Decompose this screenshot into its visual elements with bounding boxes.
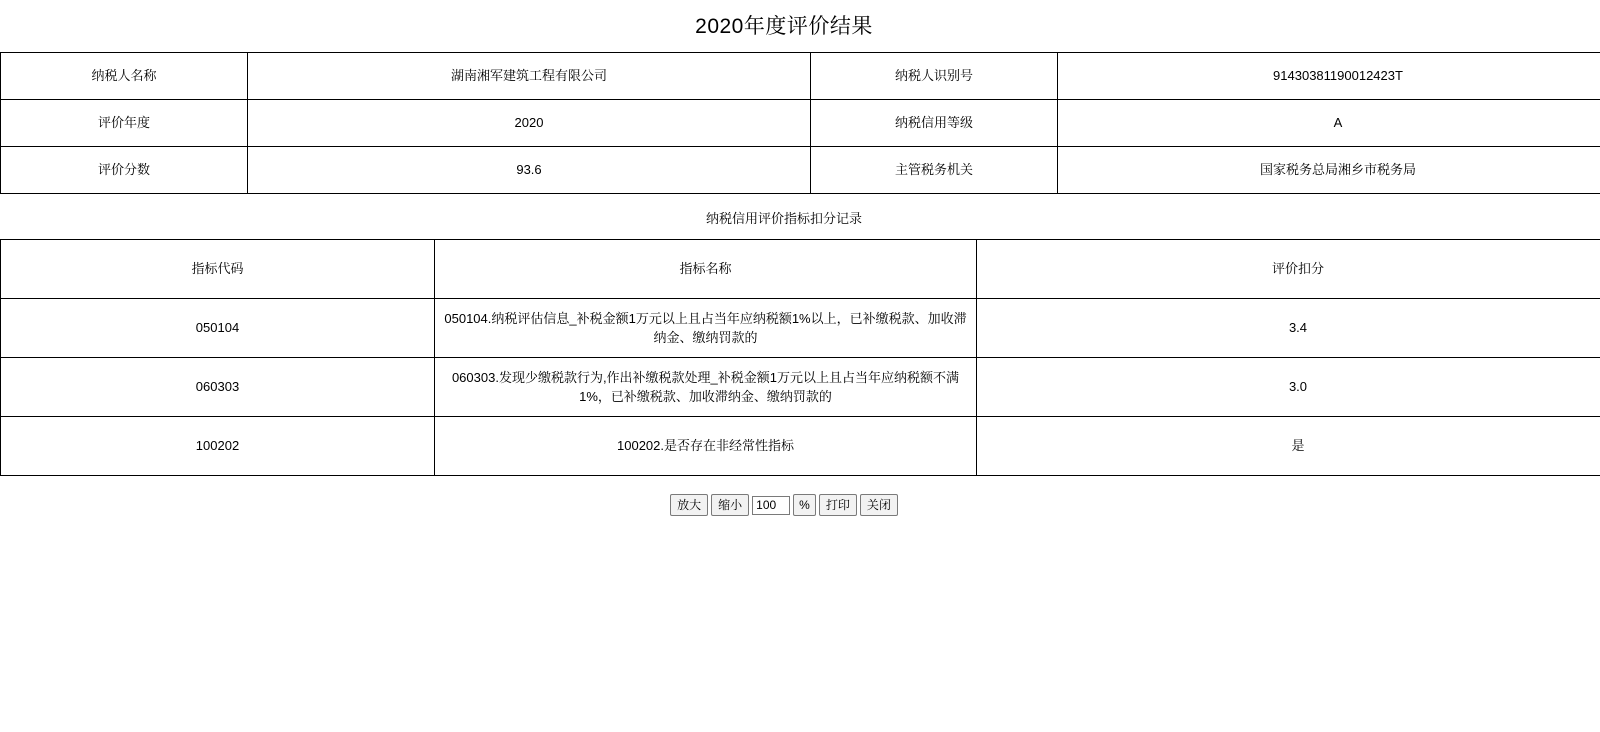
table-row bbox=[1, 53, 1600, 100]
cell-indicator-code: 060303 bbox=[1, 358, 435, 417]
viewer-toolbar bbox=[0, 476, 1568, 516]
zoom-out-button[interactable]: 缩小 bbox=[711, 494, 749, 516]
deduction-records-table bbox=[0, 239, 1600, 476]
cell-indicator-score: 3.0 bbox=[977, 358, 1600, 417]
percent-label: % bbox=[793, 494, 816, 516]
zoom-in-button[interactable]: 放大 bbox=[670, 494, 708, 516]
section-title: 纳税信用评价指标扣分记录 bbox=[705, 211, 862, 226]
cell-indicator-code: 050104 bbox=[1, 299, 435, 358]
cell-indicator-name: 100202.是否存在非经常性指标 bbox=[435, 417, 977, 476]
column-header-code: 指标代码 bbox=[1, 240, 435, 299]
table-row bbox=[1, 100, 1600, 147]
cell-indicator-name: 050104.纳税评估信息_补税金额1万元以上且占当年应纳税额1%以上，已补缴税款、加收滞纳金、缴纳罚款的 bbox=[435, 299, 977, 358]
column-header-name: 指标名称 bbox=[435, 240, 977, 299]
table-header-row bbox=[1, 240, 1600, 299]
table-row bbox=[1, 358, 1600, 417]
info-value-eval-year: 2020 bbox=[248, 100, 811, 147]
info-value-taxpayer-name: 湖南湘军建筑工程有限公司 bbox=[248, 53, 811, 100]
table-row bbox=[1, 299, 1600, 358]
cell-indicator-code: 100202 bbox=[1, 417, 435, 476]
info-value-tax-authority: 国家税务总局湘乡市税务局 bbox=[1058, 147, 1600, 194]
close-button[interactable]: 关闭 bbox=[860, 494, 898, 516]
zoom-level-input[interactable] bbox=[752, 496, 790, 515]
info-label-taxpayer-id: 纳税人识别号 bbox=[811, 53, 1058, 100]
cell-indicator-score: 3.4 bbox=[977, 299, 1600, 358]
taxpayer-info-table bbox=[0, 52, 1600, 194]
table-row bbox=[1, 147, 1600, 194]
info-value-credit-rating: A bbox=[1058, 100, 1600, 147]
info-label-taxpayer-name: 纳税人名称 bbox=[1, 53, 248, 100]
cell-indicator-name: 060303.发现少缴税款行为,作出补缴税款处理_补税金额1万元以上且占当年应纳税额不满1%，已补缴税款、加收滞纳金、缴纳罚款的 bbox=[435, 358, 977, 417]
page-title: 2020年度评价结果 bbox=[695, 15, 873, 38]
info-label-eval-year: 评价年度 bbox=[1, 100, 248, 147]
print-button[interactable]: 打印 bbox=[819, 494, 857, 516]
info-label-tax-authority: 主管税务机关 bbox=[811, 147, 1058, 194]
info-value-eval-score: 93.6 bbox=[248, 147, 811, 194]
info-value-taxpayer-id: 91430381190012423T bbox=[1058, 53, 1600, 100]
cell-indicator-score: 是 bbox=[977, 417, 1600, 476]
table-row bbox=[1, 417, 1600, 476]
column-header-score: 评价扣分 bbox=[977, 240, 1600, 299]
info-label-credit-rating: 纳税信用等级 bbox=[811, 100, 1058, 147]
info-label-eval-score: 评价分数 bbox=[1, 147, 248, 194]
